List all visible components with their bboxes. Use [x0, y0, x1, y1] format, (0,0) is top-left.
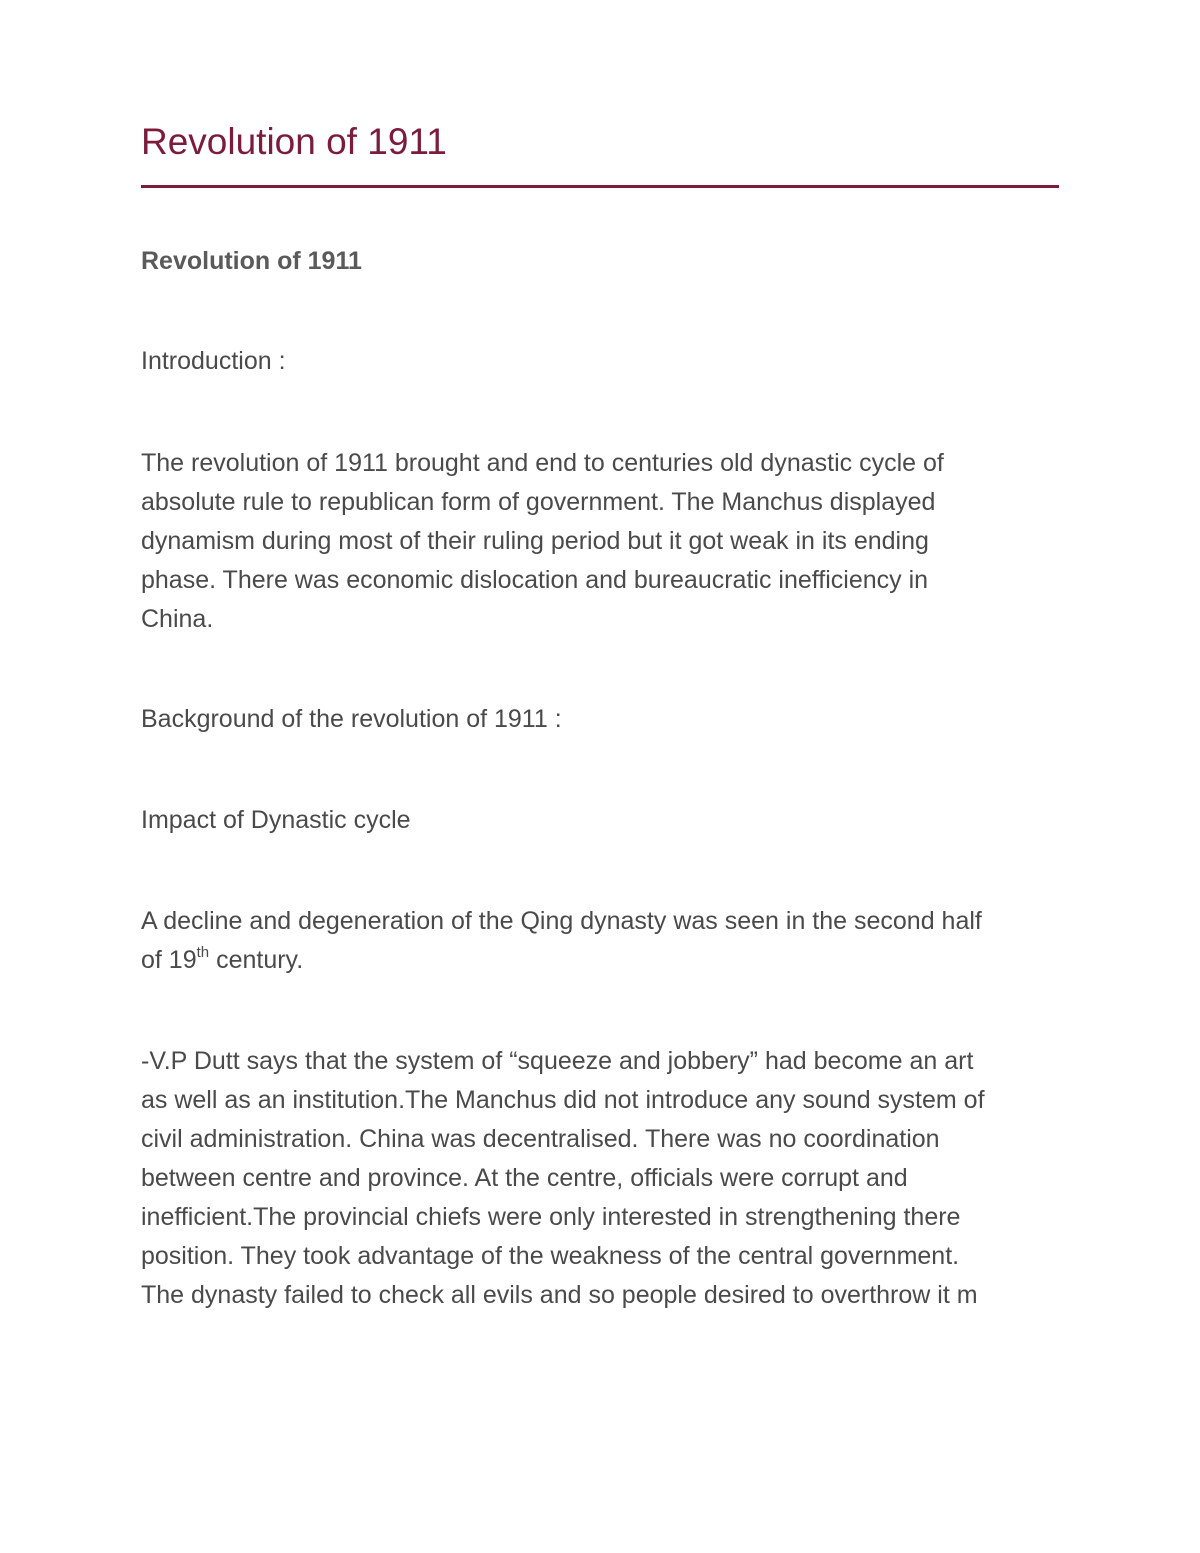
introduction-heading: Introduction : — [141, 347, 286, 375]
intro-line-1: The revolution of 1911 brought and end to centuries old dynastic cycle of — [141, 449, 944, 477]
dutt-line-2: as well as an institution.The Manchus did not introduce any sound system of — [141, 1086, 985, 1114]
document-title: Revolution of 1911 — [141, 121, 447, 162]
intro-line-3: dynamism during most of their ruling period but it got weak in its ending — [141, 527, 929, 555]
decline-line-2 — [141, 941, 303, 980]
intro-line-4: phase. There was economic dislocation and bureaucratic inefficiency in — [141, 566, 929, 594]
dutt-line-5: inefficient.The provincial chiefs were only interested in strengthening there — [141, 1203, 961, 1231]
background-heading: Background of the revolution of 1911 : — [141, 705, 562, 733]
dutt-line-4: between centre and province. At the centre, officials were corrupt and — [141, 1164, 908, 1192]
intro-line-2: absolute rule to republican form of government. The Manchus displayed — [141, 488, 936, 516]
decline-line-2-start: of 19 — [141, 946, 197, 974]
impact-heading: Impact of Dynastic cycle — [141, 806, 411, 834]
subheading: Revolution of 1911 — [141, 247, 362, 275]
title-divider — [141, 185, 1059, 188]
intro-line-5: China. — [141, 605, 214, 633]
ordinal-superscript: th — [196, 944, 210, 961]
dutt-line-3: civil administration. China was decentralised. There was no coordination — [141, 1125, 940, 1153]
decline-line-1: A decline and degeneration of the Qing dynasty was seen in the second half — [141, 907, 982, 935]
dutt-line-1: -V.P Dutt says that the system of “squeeze and jobbery” had become an art — [141, 1047, 974, 1075]
dutt-line-7: The dynasty failed to check all evils and so people desired to overthrow it m — [141, 1281, 978, 1309]
dutt-line-6: position. They took advantage of the weakness of the central government. — [141, 1242, 960, 1270]
decline-line-2-end: century. — [209, 946, 304, 974]
